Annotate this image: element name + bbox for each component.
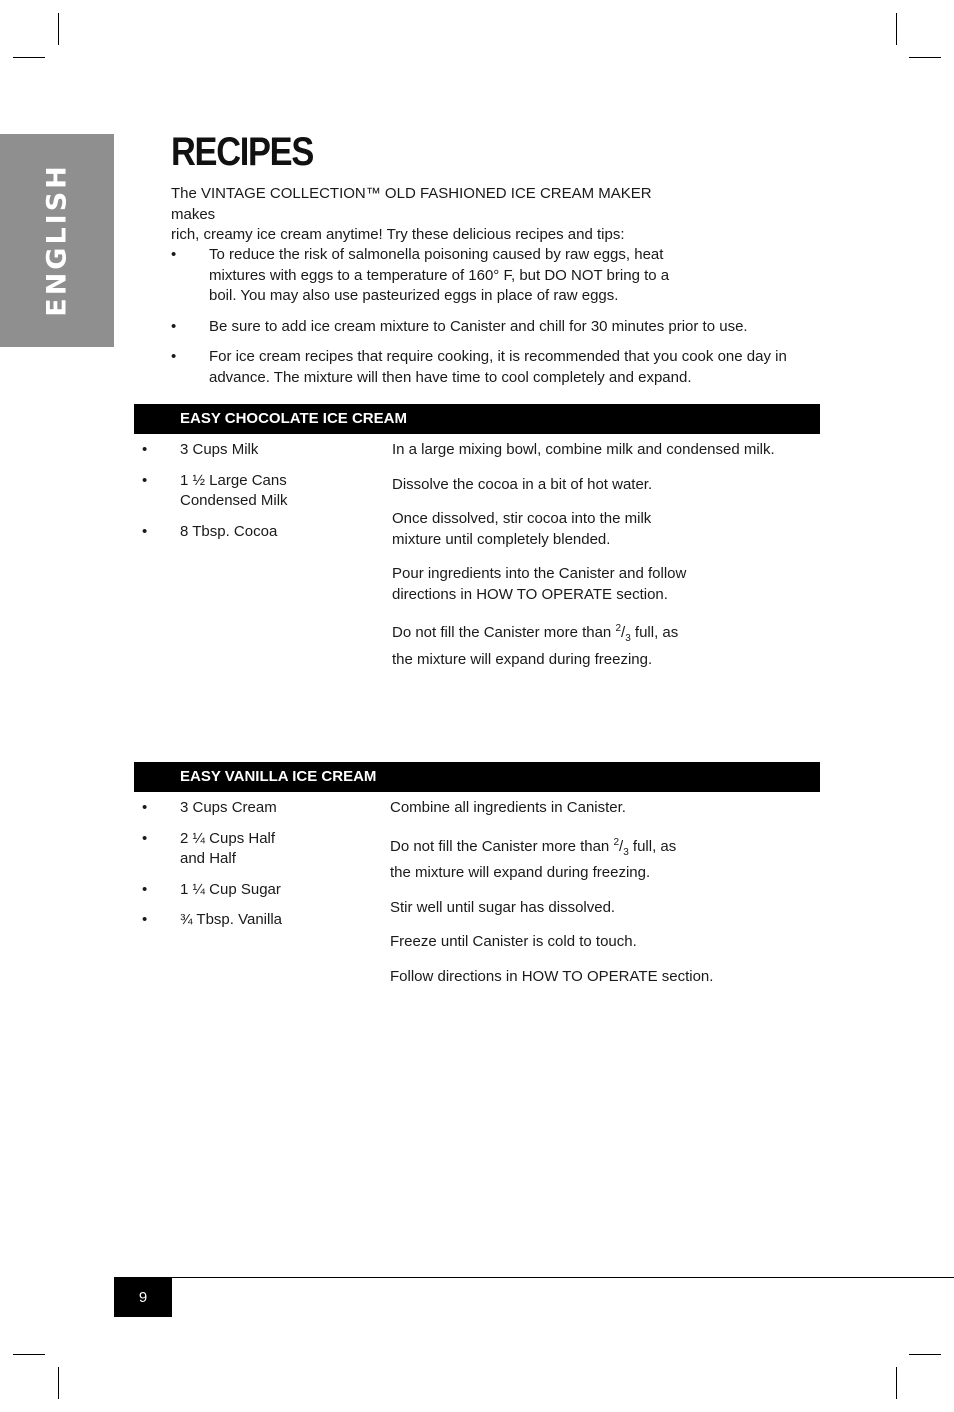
bullet: • <box>142 471 148 489</box>
crop-mark <box>896 13 897 45</box>
steps-list-vanilla <box>390 798 810 1001</box>
bullet: • <box>171 348 177 365</box>
tip-text: Be sure to add ice cream mixture to Canister and chill for 30 minutes prior to use. <box>209 317 748 335</box>
ingredient-text: 3 Cups Cream <box>180 799 277 816</box>
ingredient-item <box>134 471 310 512</box>
tip-text: To reduce the risk of salmonella poisoning caused by raw eggs, heat mixtures with eggs to a temperature of 160° F, but DO NOT bring to a boil. You may also use pasteurized eggs in place of raw eggs. <box>209 246 670 304</box>
step-item: Follow directions in HOW TO OPERATE section. <box>390 967 714 985</box>
bullet: • <box>142 799 148 816</box>
crop-mark <box>58 13 59 45</box>
step-text: full, as the mixture will expand during freezing. <box>390 837 677 881</box>
step-item: Do not fill the Canister more than $^2/_3$ full, as the mixture will expand during freezing. <box>392 623 679 668</box>
bullet: • <box>142 441 148 458</box>
bullet: • <box>142 829 148 847</box>
tips-list <box>171 245 791 398</box>
ingredient-text: 1 ½ Large Cans Condensed Milk <box>180 471 288 509</box>
recipe-title: EASY CHOCOLATE ICE CREAM <box>180 410 407 427</box>
step-item: Once dissolved, stir cocoa into the milk mixture until completely blended. <box>392 510 652 548</box>
page-title: RECIPES <box>171 130 313 174</box>
ingredient-item <box>134 440 334 461</box>
ingredient-text: 1 ¼ Cup Sugar <box>180 880 281 898</box>
ingredient-text: 3 Cups Milk <box>180 441 259 458</box>
intro-line: The VINTAGE COLLECTION™ OLD FASHIONED ICE CREAM MAKER makes <box>171 185 652 223</box>
ingredient-text: 2 ¼ Cups Half and Half <box>180 829 276 867</box>
ingredient-text: ¾ Tbsp. Vanilla <box>180 911 283 928</box>
recipe-header-chocolate <box>134 404 820 434</box>
ingredient-text: 8 Tbsp. Cocoa <box>180 522 278 540</box>
step-item: Dissolve the cocoa in a bit of hot water. <box>392 475 653 493</box>
fraction-denominator: 3 <box>623 846 629 858</box>
tip-item <box>171 245 699 307</box>
step-item: Combine all ingredients in Canister. <box>390 799 626 816</box>
bullet: • <box>142 522 148 540</box>
ingredient-item <box>134 910 334 931</box>
tip-item <box>171 317 829 338</box>
step-item: Do not fill the Canister more than $^2/_3$ full, as the mixture will expand during freezing. <box>390 836 677 881</box>
steps-list-chocolate <box>392 440 812 684</box>
tip-text: For ice cream recipes that require cooking, it is recommended that you cook one day in advance. The mixture will then have time to cool completely and expand. <box>209 348 787 386</box>
ingredients-list-chocolate <box>134 440 334 552</box>
step-item: In a large mixing bowl, combine milk and condensed milk. <box>392 441 775 458</box>
intro-line: rich, creamy ice cream anytime! Try these delicious recipes and tips: <box>171 226 625 243</box>
crop-mark <box>13 1354 45 1355</box>
crop-mark <box>896 1367 897 1399</box>
footer-rule <box>114 1277 954 1278</box>
fraction-numerator: 2 <box>615 623 622 634</box>
ingredient-item <box>134 880 334 901</box>
step-text: Do not fill the Canister more than <box>390 837 614 855</box>
page-number: 9 <box>114 1278 172 1317</box>
crop-mark <box>909 1354 941 1355</box>
ingredient-item <box>134 829 300 870</box>
ingredient-item <box>134 522 334 543</box>
tip-item <box>171 347 819 388</box>
bullet: • <box>171 246 177 263</box>
crop-mark <box>909 57 941 58</box>
bullet: • <box>142 911 148 928</box>
step-text: Do not fill the Canister more than <box>392 624 616 641</box>
step-item: Stir well until sugar has dissolved. <box>390 898 616 916</box>
crop-mark <box>13 57 45 58</box>
step-item: Freeze until Canister is cold to touch. <box>390 933 637 950</box>
step-item: Pour ingredients into the Canister and follow directions in HOW TO OPERATE section. <box>392 565 687 603</box>
fraction-denominator: 3 <box>625 633 631 644</box>
bullet: • <box>142 880 148 898</box>
ingredient-item <box>134 798 334 819</box>
recipe-header-vanilla <box>134 762 820 792</box>
crop-mark <box>58 1367 59 1399</box>
intro-text <box>171 184 691 246</box>
language-tab-label: ENGLISH <box>41 163 73 317</box>
ingredients-list-vanilla <box>134 798 334 941</box>
recipe-title: EASY VANILLA ICE CREAM <box>180 768 377 785</box>
fraction-numerator: 2 <box>613 836 620 848</box>
step-text: full, as the mixture will expand during freezing. <box>392 624 679 668</box>
bullet: • <box>171 317 177 335</box>
